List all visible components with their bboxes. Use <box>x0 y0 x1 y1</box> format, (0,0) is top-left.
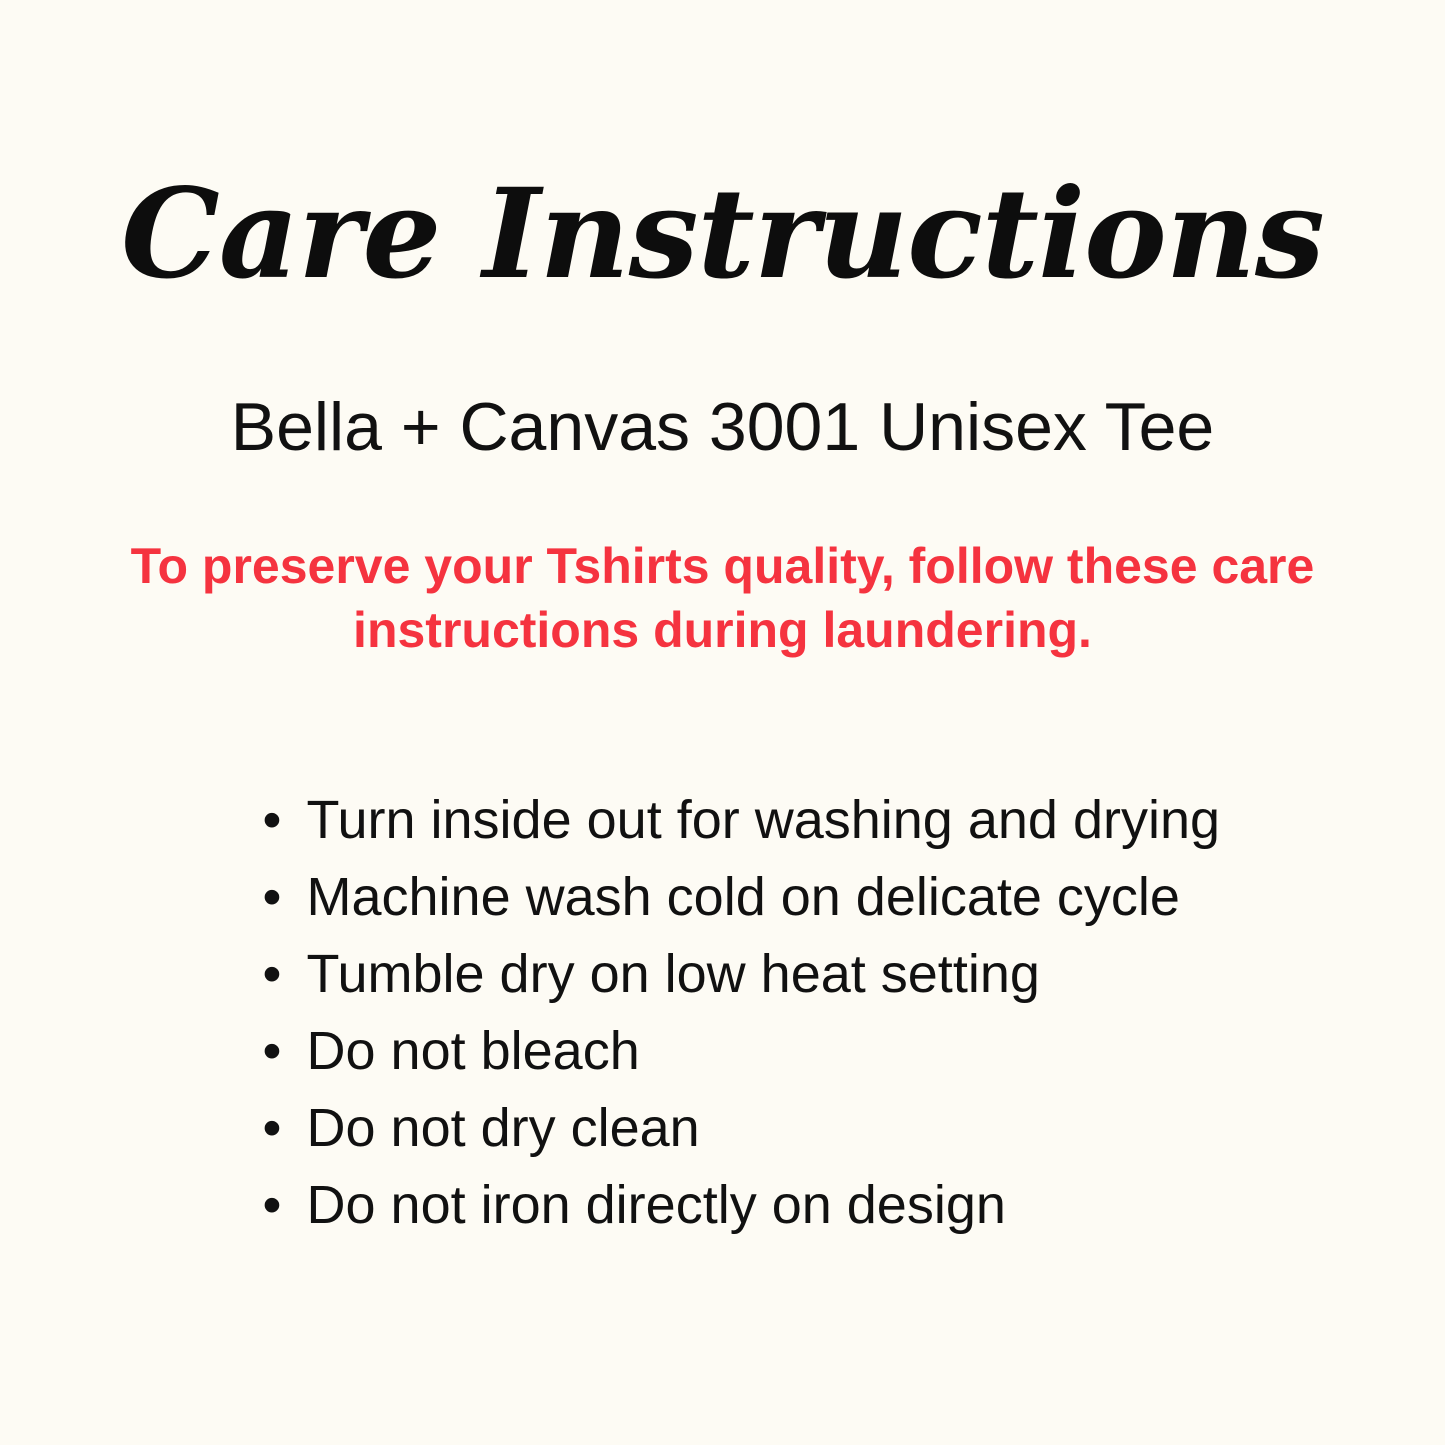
list-item <box>263 1169 1363 1243</box>
care-callout-text: To preserve your Tshirts quality, follow these care instructions during laundering. <box>130 538 1315 659</box>
list-item-label: Do not iron directly on design <box>306 1175 1006 1236</box>
list-item-label: Do not dry clean <box>306 1098 700 1159</box>
bullet-icon: • <box>262 867 282 928</box>
list-item <box>263 784 1363 858</box>
list-item <box>263 1015 1363 1089</box>
list-item <box>263 938 1363 1012</box>
list-item <box>263 1092 1363 1166</box>
bullet-icon: • <box>262 1098 282 1159</box>
bullet-icon: • <box>262 1021 282 1082</box>
bullet-icon: • <box>262 944 282 1005</box>
bullet-icon: • <box>262 1175 282 1236</box>
list-item-label: Turn inside out for washing and drying <box>306 790 1221 851</box>
care-instructions-list <box>263 784 1363 1246</box>
list-item-label: Tumble dry on low heat setting <box>306 944 1040 1005</box>
product-subtitle: Bella + Canvas 3001 Unisex Tee <box>230 389 1215 466</box>
bullet-icon: • <box>262 790 282 851</box>
list-item-label: Do not bleach <box>306 1021 640 1082</box>
list-item <box>263 861 1363 935</box>
page-title: Care Instructions <box>121 162 1324 307</box>
list-item-label: Machine wash cold on delicate cycle <box>306 867 1180 928</box>
